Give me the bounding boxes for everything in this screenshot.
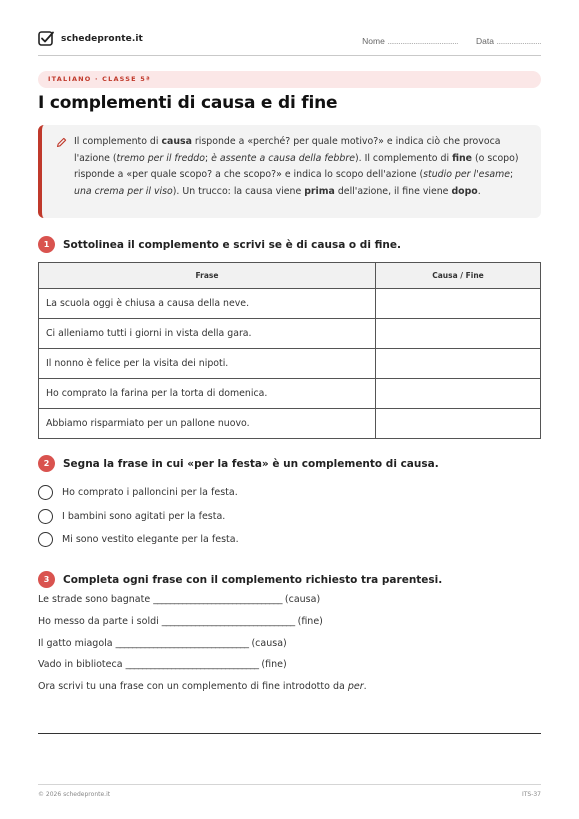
question-number-badge: 1 — [38, 236, 55, 253]
answer-cell[interactable] — [376, 289, 541, 319]
answer-cell[interactable] — [376, 319, 541, 349]
info-example: studio per l'esame — [423, 169, 510, 180]
table-row — [39, 349, 541, 379]
sentence-cell[interactable]: La scuola oggi è chiusa a causa della neve. — [39, 289, 376, 319]
radio-button[interactable] — [38, 485, 53, 500]
prompt-end: . — [363, 681, 367, 693]
options-list — [38, 481, 239, 552]
table-row — [39, 319, 541, 349]
site-logo — [38, 30, 143, 47]
info-text-part: ; — [509, 169, 514, 180]
info-example: tremo per il freddo — [116, 152, 205, 164]
option-label: I bambini sono agitati per la festa. — [62, 510, 226, 522]
option-item[interactable] — [38, 481, 239, 505]
fill-in-item — [38, 616, 367, 638]
info-example: è assente a causa della febbre — [211, 152, 355, 164]
info-text-part: (o scopo) risponde a «per quale scopo? a che scopo?» e indica lo scopo dell'azione ( — [74, 152, 519, 180]
question-number-badge: 3 — [38, 571, 55, 588]
sentence-cell[interactable]: Abbiamo risparmiato per un pallone nuovo. — [39, 409, 376, 439]
info-text-part: . — [477, 185, 481, 197]
fill-start: Le strade sono bagnate — [38, 594, 154, 605]
question-2 — [38, 455, 439, 472]
radio-button[interactable] — [38, 532, 53, 547]
table-header-row — [39, 263, 541, 289]
answer-cell[interactable] — [376, 349, 541, 379]
info-text — [74, 134, 527, 200]
info-bold: fine — [452, 152, 473, 164]
table-row — [39, 409, 541, 439]
fill-blank[interactable]: ________________________________ — [161, 615, 295, 627]
fill-in-list — [38, 594, 367, 703]
fill-end: (causa) — [248, 637, 287, 649]
student-fields — [362, 36, 541, 46]
sentence-cell[interactable]: Ho comprato la farina per la torta di domenica. — [39, 379, 376, 409]
fill-blank[interactable]: _______________________________ — [153, 594, 282, 605]
copyright: © 2026 schedepronte.it — [38, 791, 111, 798]
question-text: Completa ogni frase con il complemento richiesto tra parentesi. — [63, 573, 443, 586]
fill-start: Ho messo da parte i soldi — [38, 615, 162, 627]
date-label: Data — [475, 36, 494, 46]
page-title: I complementi di causa e di fine — [38, 93, 338, 113]
info-text-part: dell'azione, il fine viene — [334, 185, 452, 197]
question-number-badge: 2 — [38, 455, 55, 472]
name-field[interactable] — [362, 36, 458, 46]
pencil-icon — [56, 137, 67, 148]
name-blank: ...................................... — [387, 36, 458, 46]
option-label: Mi sono vestito elegante per la festa. — [62, 534, 239, 546]
fill-end: (fine) — [258, 659, 287, 671]
fill-in-item — [38, 659, 367, 681]
sentence-cell[interactable]: Il nonno è felice per la visita dei nipoti. — [39, 349, 376, 379]
fill-start: Vado in biblioteca — [38, 659, 126, 671]
info-example: una crema per il viso — [74, 185, 173, 197]
question-3 — [38, 571, 442, 588]
info-bold: prima — [304, 185, 335, 197]
info-text-part: risponde a «perché? per quale motivo?» e indica ciò che provoca l'azione ( — [74, 136, 501, 164]
info-box — [38, 125, 541, 218]
prompt-text: Ora scrivi tu una frase con un complemento di fine introdotto da — [38, 681, 348, 693]
option-label: Ho comprato i palloncini per la festa. — [62, 487, 238, 499]
site-name: schedepronte.it — [61, 33, 143, 44]
answer-line[interactable] — [38, 733, 541, 734]
info-bold: dopo — [451, 185, 478, 197]
fill-in-item — [38, 638, 367, 660]
radio-button[interactable] — [38, 509, 53, 524]
column-header-frase: Frase — [39, 263, 376, 289]
info-text-part: ). Un trucco: la causa viene — [172, 185, 305, 197]
sentence-cell[interactable]: Ci alleniamo tutti i giorni in vista della gara. — [39, 319, 376, 349]
page-header — [38, 28, 541, 56]
table-row — [39, 289, 541, 319]
fill-blank[interactable]: ________________________________ — [125, 659, 259, 671]
checkbox-logo-icon — [38, 30, 55, 47]
fill-end: (fine) — [294, 615, 323, 627]
info-text-part: ; — [205, 152, 212, 164]
sheet-code: ITS-37 — [521, 791, 541, 798]
fill-start: Il gatto miagola — [38, 637, 116, 649]
name-label: Nome — [362, 36, 385, 46]
option-item[interactable] — [38, 528, 239, 552]
info-text-part: ). Il complemento di — [354, 152, 453, 164]
question-1 — [38, 236, 401, 253]
answer-cell[interactable] — [376, 409, 541, 439]
exercise-table — [38, 262, 541, 439]
fill-in-item — [38, 594, 367, 616]
prompt-italic: per — [347, 681, 364, 693]
subject-tag: ITALIANO · CLASSE 5ª — [38, 71, 541, 88]
free-write-prompt — [38, 681, 367, 703]
question-text: Sottolinea il complemento e scrivi se è di causa o di fine. — [63, 238, 401, 251]
date-field[interactable] — [476, 36, 541, 46]
info-text-part: Il complemento di — [74, 136, 162, 147]
fill-end: (causa) — [281, 594, 321, 605]
date-blank: ........................ — [496, 36, 541, 46]
table-row — [39, 379, 541, 409]
question-text: Segna la frase in cui «per la festa» è un complemento di causa. — [63, 457, 439, 470]
column-header-causa-fine: Causa / Fine — [376, 263, 541, 289]
info-bold: causa — [161, 136, 192, 147]
option-item[interactable] — [38, 505, 239, 529]
page-footer — [38, 784, 541, 798]
fill-blank[interactable]: ________________________________ — [115, 637, 249, 649]
answer-cell[interactable] — [376, 379, 541, 409]
